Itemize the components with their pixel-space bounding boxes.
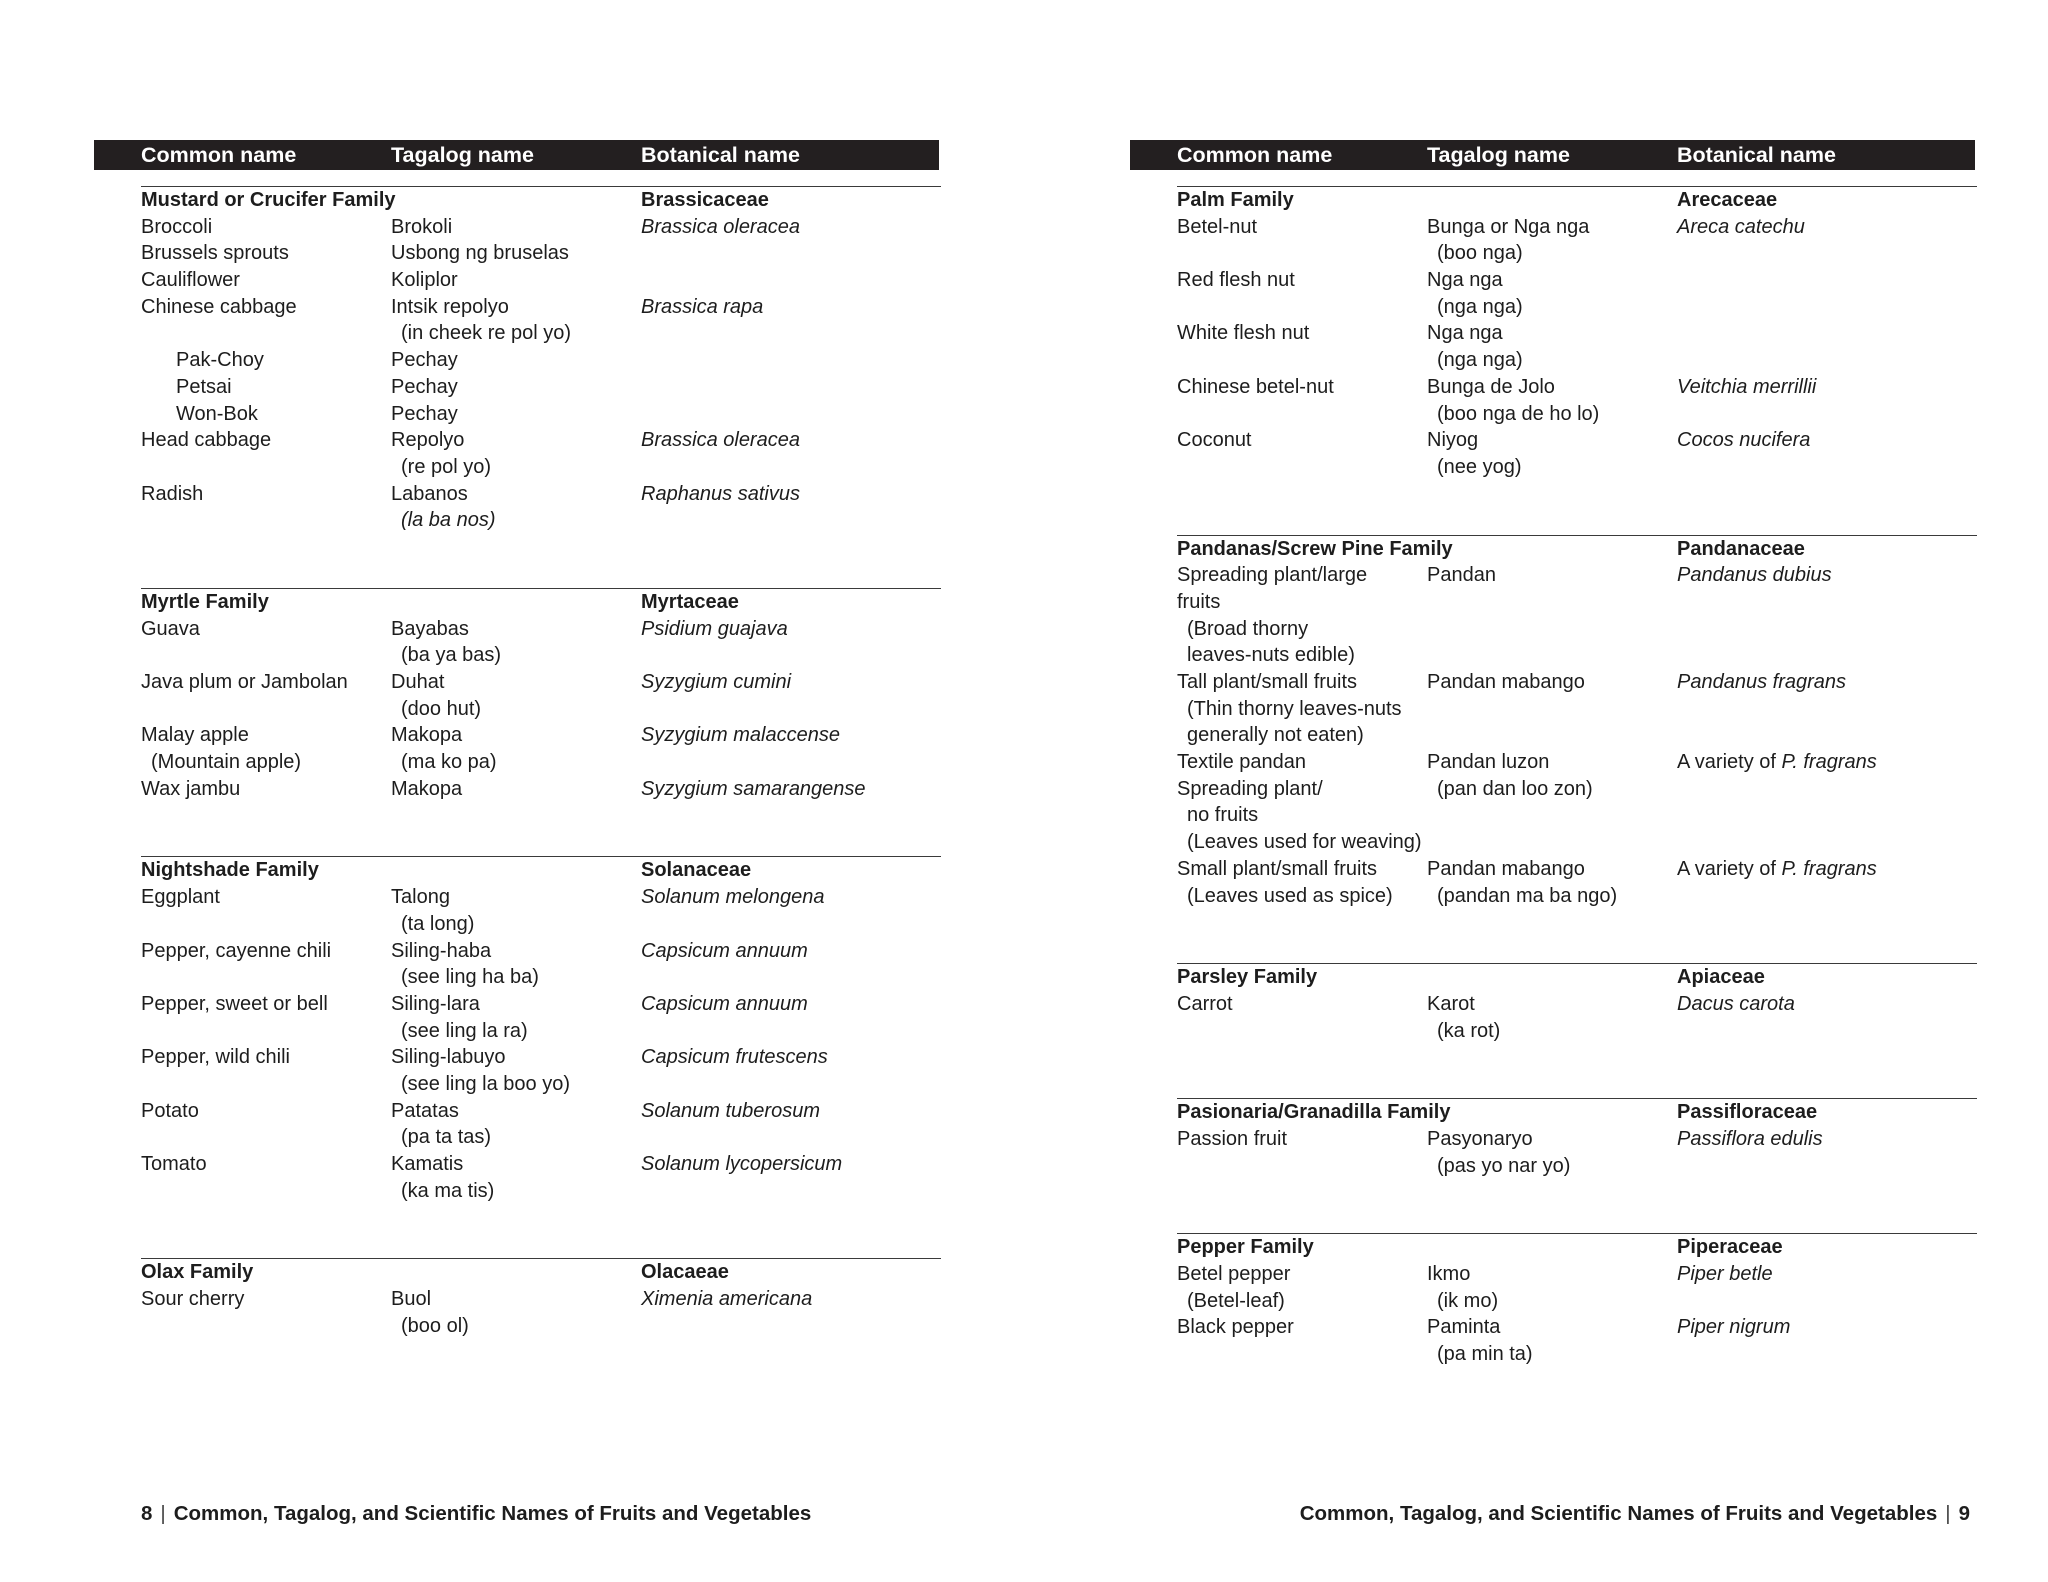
common-name-cell: Spreading plant/ <box>1177 777 1323 800</box>
common-name-cell: Cauliflower <box>141 269 240 292</box>
tagalog-name-cell: (ma ko pa) <box>401 751 497 774</box>
common-name-cell: Chinese cabbage <box>141 295 297 318</box>
table-row <box>1177 696 1977 723</box>
family-botanical-name: Apiaceae <box>1677 966 1765 989</box>
tagalog-name-cell: (see ling ha ba) <box>401 966 539 989</box>
tagalog-name-cell: (boo nga) <box>1437 242 1523 265</box>
table-row <box>1177 454 1977 481</box>
common-name-cell: Petsai <box>176 375 232 398</box>
right-table <box>1177 186 1977 1368</box>
right-footer: Common, Tagalog, and Scientific Names of Fruits and Vegetables | 9 <box>1299 1502 1970 1525</box>
tagalog-name-cell: Pandan mabango <box>1427 671 1585 693</box>
tagalog-name-cell: Siling-labuyo <box>391 1046 506 1069</box>
tagalog-name-cell: Labanos <box>391 482 468 505</box>
botanical-name-cell: Piper nigrum <box>1677 1316 1791 1339</box>
tagalog-name-cell: Buol <box>391 1288 432 1311</box>
table-row <box>1177 589 1977 616</box>
table-row <box>141 374 941 401</box>
table-row <box>1177 776 1977 803</box>
tagalog-name-cell: (boo nga de ho lo) <box>1437 402 1600 425</box>
header-botanical-name: Botanical name <box>1677 143 1836 167</box>
family-botanical-name: Olacaeae <box>641 1261 729 1284</box>
tagalog-name-cell: (boo ol) <box>401 1314 469 1337</box>
family-section <box>1177 186 1977 481</box>
tagalog-name-cell: (in cheek re pol yo) <box>401 322 572 345</box>
table-row <box>141 1071 941 1098</box>
table-row <box>1177 883 1977 910</box>
table-row <box>1177 427 1977 454</box>
common-name-cell: Potato <box>141 1099 199 1122</box>
table-row <box>141 911 941 938</box>
family-name: Pepper Family <box>1177 1236 1314 1259</box>
botanical-name-cell: Solanum lycopersicum <box>641 1153 843 1175</box>
botanical-name-cell: Brassica oleracea <box>641 215 800 238</box>
table-row <box>141 1044 941 1071</box>
tagalog-name-cell: (pas yo nar yo) <box>1437 1154 1571 1177</box>
tagalog-name-cell: Intsik repolyo <box>391 295 509 318</box>
botanical-name-cell: Solanum melongena <box>641 886 825 909</box>
family-heading-row <box>141 1259 941 1286</box>
common-name-cell: (Betel-leaf) <box>1187 1289 1285 1312</box>
botanical-name-cell: Psidium guajava <box>641 617 788 640</box>
family-section <box>1177 963 1977 1044</box>
page-number: 8 <box>141 1502 153 1525</box>
botanical-name-cell: Ximenia americana <box>641 1288 813 1311</box>
family-botanical-name: Pandanaceae <box>1677 537 1805 560</box>
table-row <box>141 1098 941 1125</box>
table-row <box>1177 347 1977 374</box>
family-section <box>1177 1233 1977 1367</box>
tagalog-name-cell: (ka rot) <box>1437 1019 1501 1042</box>
common-name-cell: Sour cherry <box>141 1288 245 1311</box>
common-name-cell: Spreading plant/large <box>1177 564 1368 587</box>
common-name-cell: (Thin thorny leaves-nuts <box>1187 697 1402 720</box>
table-row <box>1177 320 1977 347</box>
table-row <box>141 1124 941 1151</box>
tagalog-name-cell: Pechay <box>391 349 458 372</box>
tagalog-name-cell: Pechay <box>391 375 458 398</box>
tagalog-name-cell: Paminta <box>1427 1316 1501 1339</box>
table-row <box>1177 1126 1977 1153</box>
table-row <box>141 616 941 643</box>
botanical-name-cell: Capsicum annuum <box>641 992 808 1015</box>
table-row <box>1177 829 1977 856</box>
tagalog-name-cell: Talong <box>391 886 450 909</box>
table-row <box>141 454 941 481</box>
common-name-cell: generally not eaten) <box>1187 724 1364 747</box>
common-name-cell: Tomato <box>141 1153 207 1175</box>
botanical-name-cell: Dacus carota <box>1677 992 1795 1015</box>
table-row <box>141 722 941 749</box>
table-row <box>141 749 941 776</box>
tagalog-name-cell: Siling-haba <box>391 939 492 962</box>
column-header-band <box>94 140 939 170</box>
table-row <box>141 1151 941 1178</box>
family-name: Palm Family <box>1177 189 1294 211</box>
common-name-cell: Passion fruit <box>1177 1127 1288 1150</box>
common-name-cell: (Mountain apple) <box>151 751 302 774</box>
tagalog-name-cell: (ta long) <box>401 912 475 935</box>
table-row <box>141 294 941 321</box>
table-row <box>1177 401 1977 428</box>
botanical-name-cell: Capsicum frutescens <box>641 1046 828 1069</box>
table-row <box>141 1178 941 1205</box>
botanical-name-cell: Pandanus dubius <box>1677 564 1832 587</box>
family-heading-row <box>141 187 941 214</box>
botanical-name-cell: Veitchia merrillii <box>1677 375 1817 398</box>
table-row <box>1177 802 1977 829</box>
tagalog-name-cell: (see ling la ra) <box>401 1019 528 1042</box>
botanical-name-cell: A variety of P. fragrans <box>1677 751 1877 774</box>
tagalog-name-cell: (nee yog) <box>1437 455 1522 478</box>
common-name-cell: Black pepper <box>1177 1316 1294 1339</box>
tagalog-name-cell: (doo hut) <box>401 697 482 720</box>
table-row <box>1177 1018 1977 1045</box>
family-heading-row <box>141 589 941 616</box>
family-botanical-name: Myrtaceae <box>641 590 739 613</box>
common-name-cell: no fruits <box>1187 804 1259 827</box>
table-row <box>1177 1341 1977 1368</box>
tagalog-name-cell: Bunga or Nga nga <box>1427 215 1590 238</box>
tagalog-name-cell: (nga nga) <box>1437 295 1523 318</box>
botanical-name-cell: Syzygium samarangense <box>641 777 866 800</box>
tagalog-name-cell: (re pol yo) <box>401 455 492 478</box>
common-name-cell: White flesh nut <box>1177 322 1310 345</box>
common-name-cell: Wax jambu <box>141 777 241 800</box>
table-row <box>1177 1261 1977 1288</box>
tagalog-name-cell: Duhat <box>391 671 445 693</box>
tagalog-name-cell: (see ling la boo yo) <box>401 1072 570 1095</box>
table-row <box>141 267 941 294</box>
common-name-cell: Tall plant/small fruits <box>1177 671 1358 693</box>
common-name-cell: Small plant/small fruits <box>1177 857 1378 880</box>
common-name-cell: Textile pandan <box>1177 751 1306 774</box>
tagalog-name-cell: Kamatis <box>391 1153 464 1175</box>
tagalog-name-cell: Pandan mabango <box>1427 857 1585 880</box>
tagalog-name-cell: (pa ta tas) <box>401 1126 492 1149</box>
table-row <box>1177 1153 1977 1180</box>
tagalog-name-cell: (nga nga) <box>1437 349 1523 372</box>
common-name-cell: Won-Bok <box>176 402 258 425</box>
table-row <box>141 642 941 669</box>
table-row <box>1177 722 1977 749</box>
tagalog-name-cell: Pandan <box>1427 564 1496 587</box>
family-name: Mustard or Crucifer Family <box>141 189 396 211</box>
common-name-cell: Brussels sprouts <box>141 242 289 265</box>
tagalog-name-cell: (la ba nos) <box>401 509 496 532</box>
common-name-cell: Red flesh nut <box>1177 269 1295 292</box>
table-row <box>141 240 941 267</box>
table-row <box>141 507 941 534</box>
common-name-cell: fruits <box>1177 590 1221 613</box>
botanical-name-cell: Areca catechu <box>1677 215 1805 238</box>
table-row <box>141 1313 941 1340</box>
table-row <box>1177 267 1977 294</box>
table-row <box>141 320 941 347</box>
common-name-cell: Coconut <box>1177 429 1252 452</box>
table-row <box>1177 616 1977 643</box>
table-row <box>141 214 941 241</box>
tagalog-name-cell: Patatas <box>391 1099 459 1122</box>
table-row <box>141 669 941 696</box>
common-name-cell: Betel pepper <box>1177 1263 1291 1285</box>
table-row <box>141 481 941 508</box>
family-botanical-name: Brassicaceae <box>641 189 769 211</box>
tagalog-name-cell: Nga nga <box>1427 322 1503 345</box>
family-section <box>141 186 941 534</box>
family-botanical-name: Passifloraceae <box>1677 1101 1818 1124</box>
botanical-name-cell: Syzygium cumini <box>641 671 792 693</box>
table-row <box>1177 294 1977 321</box>
table-row <box>1177 240 1977 267</box>
botanical-name-cell: Capsicum annuum <box>641 939 808 962</box>
tagalog-name-cell: (ka ma tis) <box>401 1179 495 1202</box>
family-heading-row <box>1177 1099 1977 1126</box>
botanical-name-cell: Syzygium malaccense <box>641 724 840 747</box>
tagalog-name-cell: Bayabas <box>391 617 469 640</box>
tagalog-name-cell: Pasyonaryo <box>1427 1127 1533 1150</box>
tagalog-name-cell: (ba ya bas) <box>401 644 502 667</box>
botanical-name-cell: Raphanus sativus <box>641 482 800 505</box>
common-name-cell: Betel-nut <box>1177 215 1258 238</box>
table-row <box>141 1286 941 1313</box>
table-row <box>1177 562 1977 589</box>
table-row <box>1177 214 1977 241</box>
family-botanical-name: Solanaceae <box>641 859 752 882</box>
botanical-name-cell: A variety of P. fragrans <box>1677 857 1877 880</box>
common-name-cell: (Leaves used for weaving) <box>1187 831 1422 854</box>
left-footer: 8 | Common, Tagalog, and Scientific Names of Fruits and Vegetables <box>141 1502 812 1525</box>
tagalog-name-cell: Nga nga <box>1427 269 1503 292</box>
family-botanical-name: Arecaceae <box>1677 189 1778 211</box>
tagalog-name-cell: Brokoli <box>391 215 453 238</box>
botanical-name-cell: Pandanus fragrans <box>1677 671 1847 693</box>
family-name: Parsley Family <box>1177 966 1318 989</box>
left-table <box>141 186 941 1339</box>
header-tagalog-name: Tagalog name <box>1427 143 1570 167</box>
column-header-band <box>1130 140 1975 170</box>
family-section <box>1177 535 1977 910</box>
header-tagalog-name: Tagalog name <box>391 143 534 167</box>
page-number: 9 <box>1958 1502 1970 1525</box>
tagalog-name-cell: Makopa <box>391 724 463 747</box>
botanical-name-cell: Piper betle <box>1677 1263 1773 1285</box>
common-name-cell: leaves-nuts edible) <box>1187 644 1355 667</box>
header-common-name: Common name <box>141 143 297 167</box>
table-row <box>141 964 941 991</box>
table-row <box>141 427 941 454</box>
common-name-cell: Pepper, wild chili <box>141 1046 290 1069</box>
running-title: Common, Tagalog, and Scientific Names of Fruits and Vegetables <box>173 1502 812 1525</box>
running-title: Common, Tagalog, and Scientific Names of Fruits and Vegetables <box>1299 1502 1938 1525</box>
tagalog-name-cell: Pandan luzon <box>1427 751 1550 774</box>
botanical-name-cell: Solanum tuberosum <box>641 1099 820 1122</box>
tagalog-name-cell: (ik mo) <box>1437 1289 1499 1312</box>
common-name-cell: Pepper, cayenne chili <box>141 939 332 962</box>
common-name-cell: Pepper, sweet or bell <box>141 992 328 1015</box>
header-botanical-name: Botanical name <box>641 143 800 167</box>
table-row <box>141 938 941 965</box>
family-section <box>141 588 941 803</box>
family-section <box>141 856 941 1204</box>
family-name: Olax Family <box>141 1261 254 1284</box>
common-name-cell: Chinese betel-nut <box>1177 375 1334 398</box>
table-row <box>141 696 941 723</box>
family-heading-row <box>1177 964 1977 991</box>
table-row <box>1177 642 1977 669</box>
table-row <box>141 1018 941 1045</box>
family-section <box>141 1258 941 1339</box>
table-row <box>141 884 941 911</box>
table-row <box>1177 1314 1977 1341</box>
common-name-cell: Guava <box>141 617 200 640</box>
tagalog-name-cell: Usbong ng bruselas <box>391 242 569 265</box>
header-common-name: Common name <box>1177 143 1333 167</box>
family-heading-row <box>1177 1234 1977 1261</box>
tagalog-name-cell: Koliplor <box>391 269 458 292</box>
tagalog-name-cell: Karot <box>1427 992 1475 1015</box>
table-row <box>141 776 941 803</box>
botanical-name-cell: Brassica rapa <box>641 295 764 318</box>
family-name: Pasionaria/Granadilla Family <box>1177 1101 1451 1124</box>
common-name-cell: (Broad thorny <box>1187 617 1309 640</box>
common-name-cell: Head cabbage <box>141 429 272 452</box>
family-name: Nightshade Family <box>141 859 319 882</box>
botanical-name-cell: Cocos nucifera <box>1677 429 1811 452</box>
common-name-cell: (Leaves used as spice) <box>1187 884 1393 907</box>
family-name: Myrtle Family <box>141 590 269 613</box>
right-page <box>1024 0 2048 1582</box>
common-name-cell: Radish <box>141 482 204 505</box>
family-heading-row <box>141 857 941 884</box>
family-heading-row <box>1177 187 1977 214</box>
botanical-name-cell: Passiflora edulis <box>1677 1127 1823 1150</box>
table-row <box>141 401 941 428</box>
tagalog-name-cell: Siling-lara <box>391 992 480 1015</box>
table-row <box>1177 991 1977 1018</box>
table-row <box>1177 1288 1977 1315</box>
table-row <box>141 991 941 1018</box>
tagalog-name-cell: Ikmo <box>1427 1263 1471 1285</box>
family-name: Pandanas/Screw Pine Family <box>1177 537 1453 560</box>
common-name-cell: Java plum or Jambolan <box>141 671 348 693</box>
table-row <box>1177 669 1977 696</box>
table-row <box>141 347 941 374</box>
common-name-cell: Carrot <box>1177 992 1233 1015</box>
family-heading-row <box>1177 536 1977 563</box>
table-row <box>1177 374 1977 401</box>
common-name-cell: Pak-Choy <box>176 349 264 372</box>
tagalog-name-cell: Repolyo <box>391 429 465 452</box>
common-name-cell: Malay apple <box>141 724 249 747</box>
tagalog-name-cell: (pandan ma ba ngo) <box>1437 884 1618 907</box>
tagalog-name-cell: Niyog <box>1427 429 1479 452</box>
tagalog-name-cell: Makopa <box>391 777 463 800</box>
table-row <box>1177 856 1977 883</box>
botanical-name-cell: Brassica oleracea <box>641 429 800 452</box>
family-botanical-name: Piperaceae <box>1677 1236 1783 1259</box>
common-name-cell: Broccoli <box>141 215 213 238</box>
tagalog-name-cell: Pechay <box>391 402 458 425</box>
tagalog-name-cell: (pa min ta) <box>1437 1343 1533 1366</box>
tagalog-name-cell: Bunga de Jolo <box>1427 375 1555 398</box>
tagalog-name-cell: (pan dan loo zon) <box>1437 777 1593 800</box>
family-section <box>1177 1098 1977 1179</box>
common-name-cell: Eggplant <box>141 886 220 909</box>
table-row <box>1177 749 1977 776</box>
